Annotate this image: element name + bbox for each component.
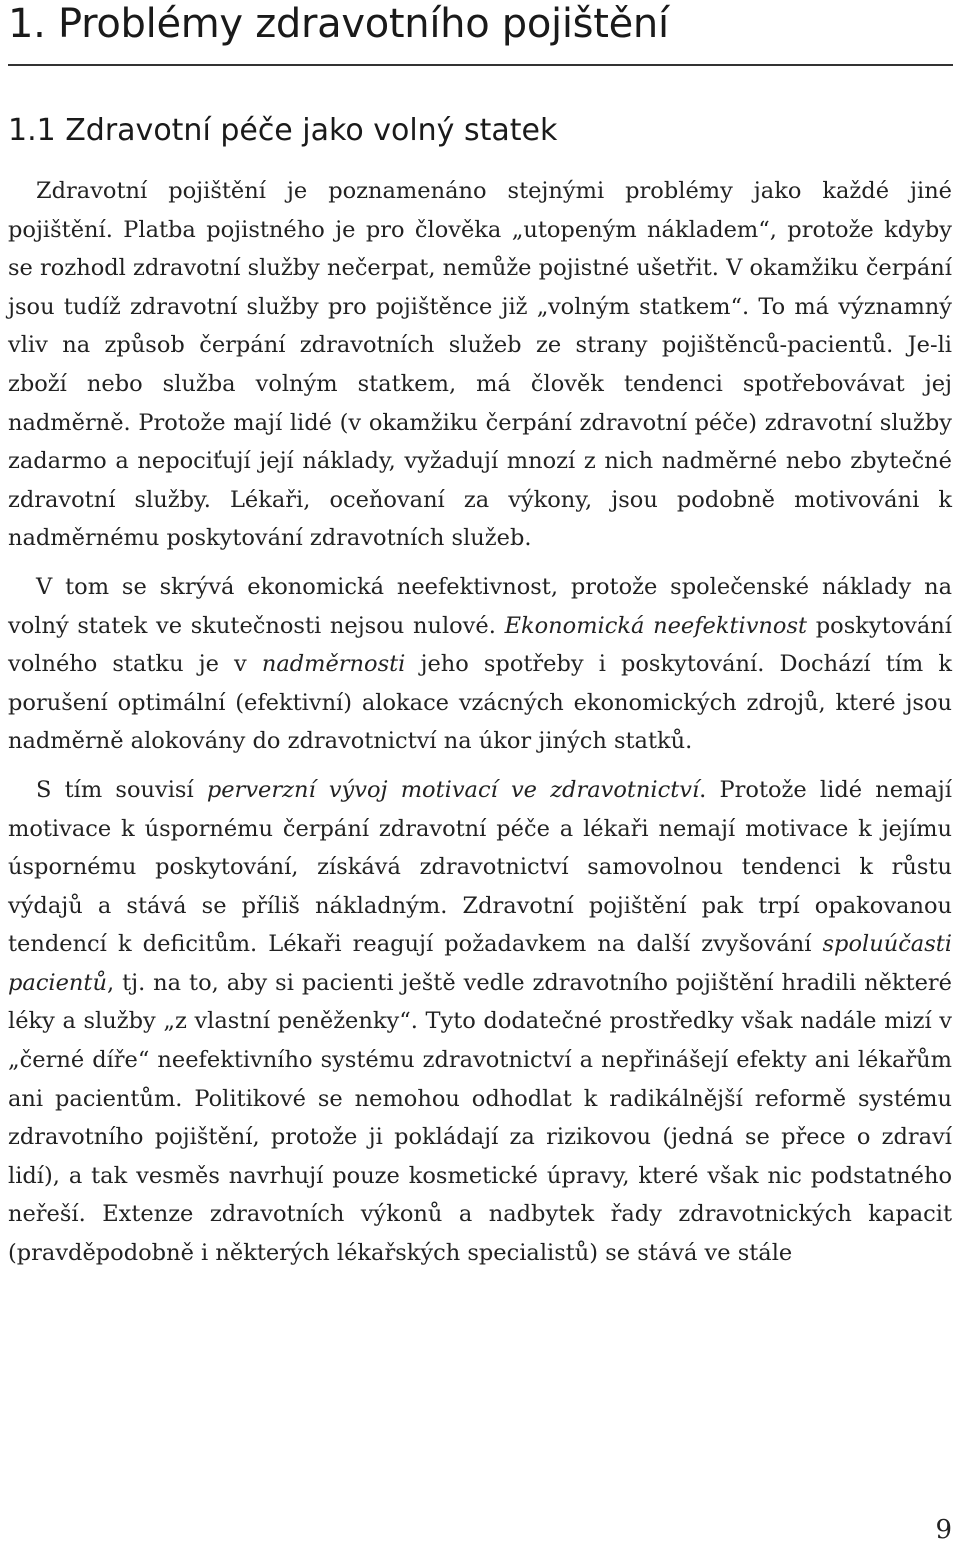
chapter-divider: [8, 64, 953, 66]
emphasis-perverzni-vyvoj: perverzní vývoj motivací ve zdravotnictví: [206, 776, 700, 803]
paragraph-3-text-2: . Protože lidé nemají motivace k úspornému čerpání zdravotní péče a lékaři nemají motivace k jejímu úspornému poskytování, získává zdravotnictví samovolnou tendenci k růstu výdajů a stává se příliš nákladným. Zdravotní pojištění pak trpí opakovanou tendencí k deficitům. Lékaři reagují požadavkem na další zvyšování: [8, 776, 952, 958]
paragraph-3-text-3: , tj. na to, aby si pacienti ještě vedle zdravotního pojištění hradili některé léky a služby „z vlastní peněženky“. Tyto dodatečné prostředky však nadále mizí v „černé díře“ neefektivního systému zdravotnictví a nepřinášejí efekty ani lékařům ani pacientům. Politikové se nemohou odhodlat k radikálnější reformě systému zdravotního pojištění, protože ji pokládají za rizikovou (jedná se přece o zdraví lidí), a tak vesměs navrhují pouze kosmetické úpravy, které však nic podstatného neřeší. Extenze zdravotních výkonů a nadbytek řady zdravotnických kapacit (pravděpodobně i některých lékařských specialistů) se stává ve stále: [8, 969, 952, 1267]
paragraph-2-text-3: jeho spotřeby i poskytování. Dochází tím k porušení optimální (efektivní) alokace vzácných ekonomických zdrojů, které jsou nadměrně alokovány do zdravotnictví na úkor jiných statků.: [8, 651, 952, 755]
emphasis-spoluucasti: spoluúčasti pacientů: [8, 931, 952, 996]
paragraph-2-text-1: V tom se skrývá ekonomická neefektivnost, protože společenské náklady na volný statek ve skutečnosti nejsou nulové.: [8, 573, 952, 639]
emphasis-nadmernosti: nadměrnosti: [261, 651, 406, 678]
paragraph-1: [8, 172, 952, 558]
body-text: [8, 172, 952, 1283]
paragraph-2-text-2: poskytování volného statku je v: [8, 612, 952, 678]
paragraph-2: [8, 568, 952, 761]
paragraph-3: [8, 771, 952, 1273]
paragraph-1-text: Zdravotní pojištění je poznamenáno stejnými problémy jako každé jiné pojištění. Platba pojistného je pro člověka „utopeným nákladem“, protože kdyby se rozhodl zdravotní služby nečerpat, nemůže pojistné ušetřit. V okamžiku čerpání jsou tudíž zdravotní služby pro pojištěnce již „volným statkem“. To má významný vliv na způsob čerpání zdravotních služeb ze strany pojištěnců-pacientů. Je-li zboží nebo služba volným statkem, má člověk tendenci spotřebovávat jej nadměrně. Protože mají lidé (v okamžiku čerpání zdravotní péče) zdravotní služby zadarmo a nepociťují její náklady, vyžadují mnozí z nich nadměrné nebo zbytečné zdravotní služby. Lékaři, oceňovaní za výkony, jsou podobně motivováni k nadměrnému poskytování zdravotních služeb.: [8, 178, 952, 552]
emphasis-ekonomicka-neefektivnost: Ekonomická neefektivnost: [504, 612, 808, 639]
chapter-title: 1. Problémy zdravotního pojištění: [8, 1, 669, 47]
paragraph-3-text-1: S tím souvisí: [36, 776, 207, 803]
page-number: 9: [935, 1515, 952, 1545]
section-title: 1.1 Zdravotní péče jako volný statek: [8, 113, 558, 148]
